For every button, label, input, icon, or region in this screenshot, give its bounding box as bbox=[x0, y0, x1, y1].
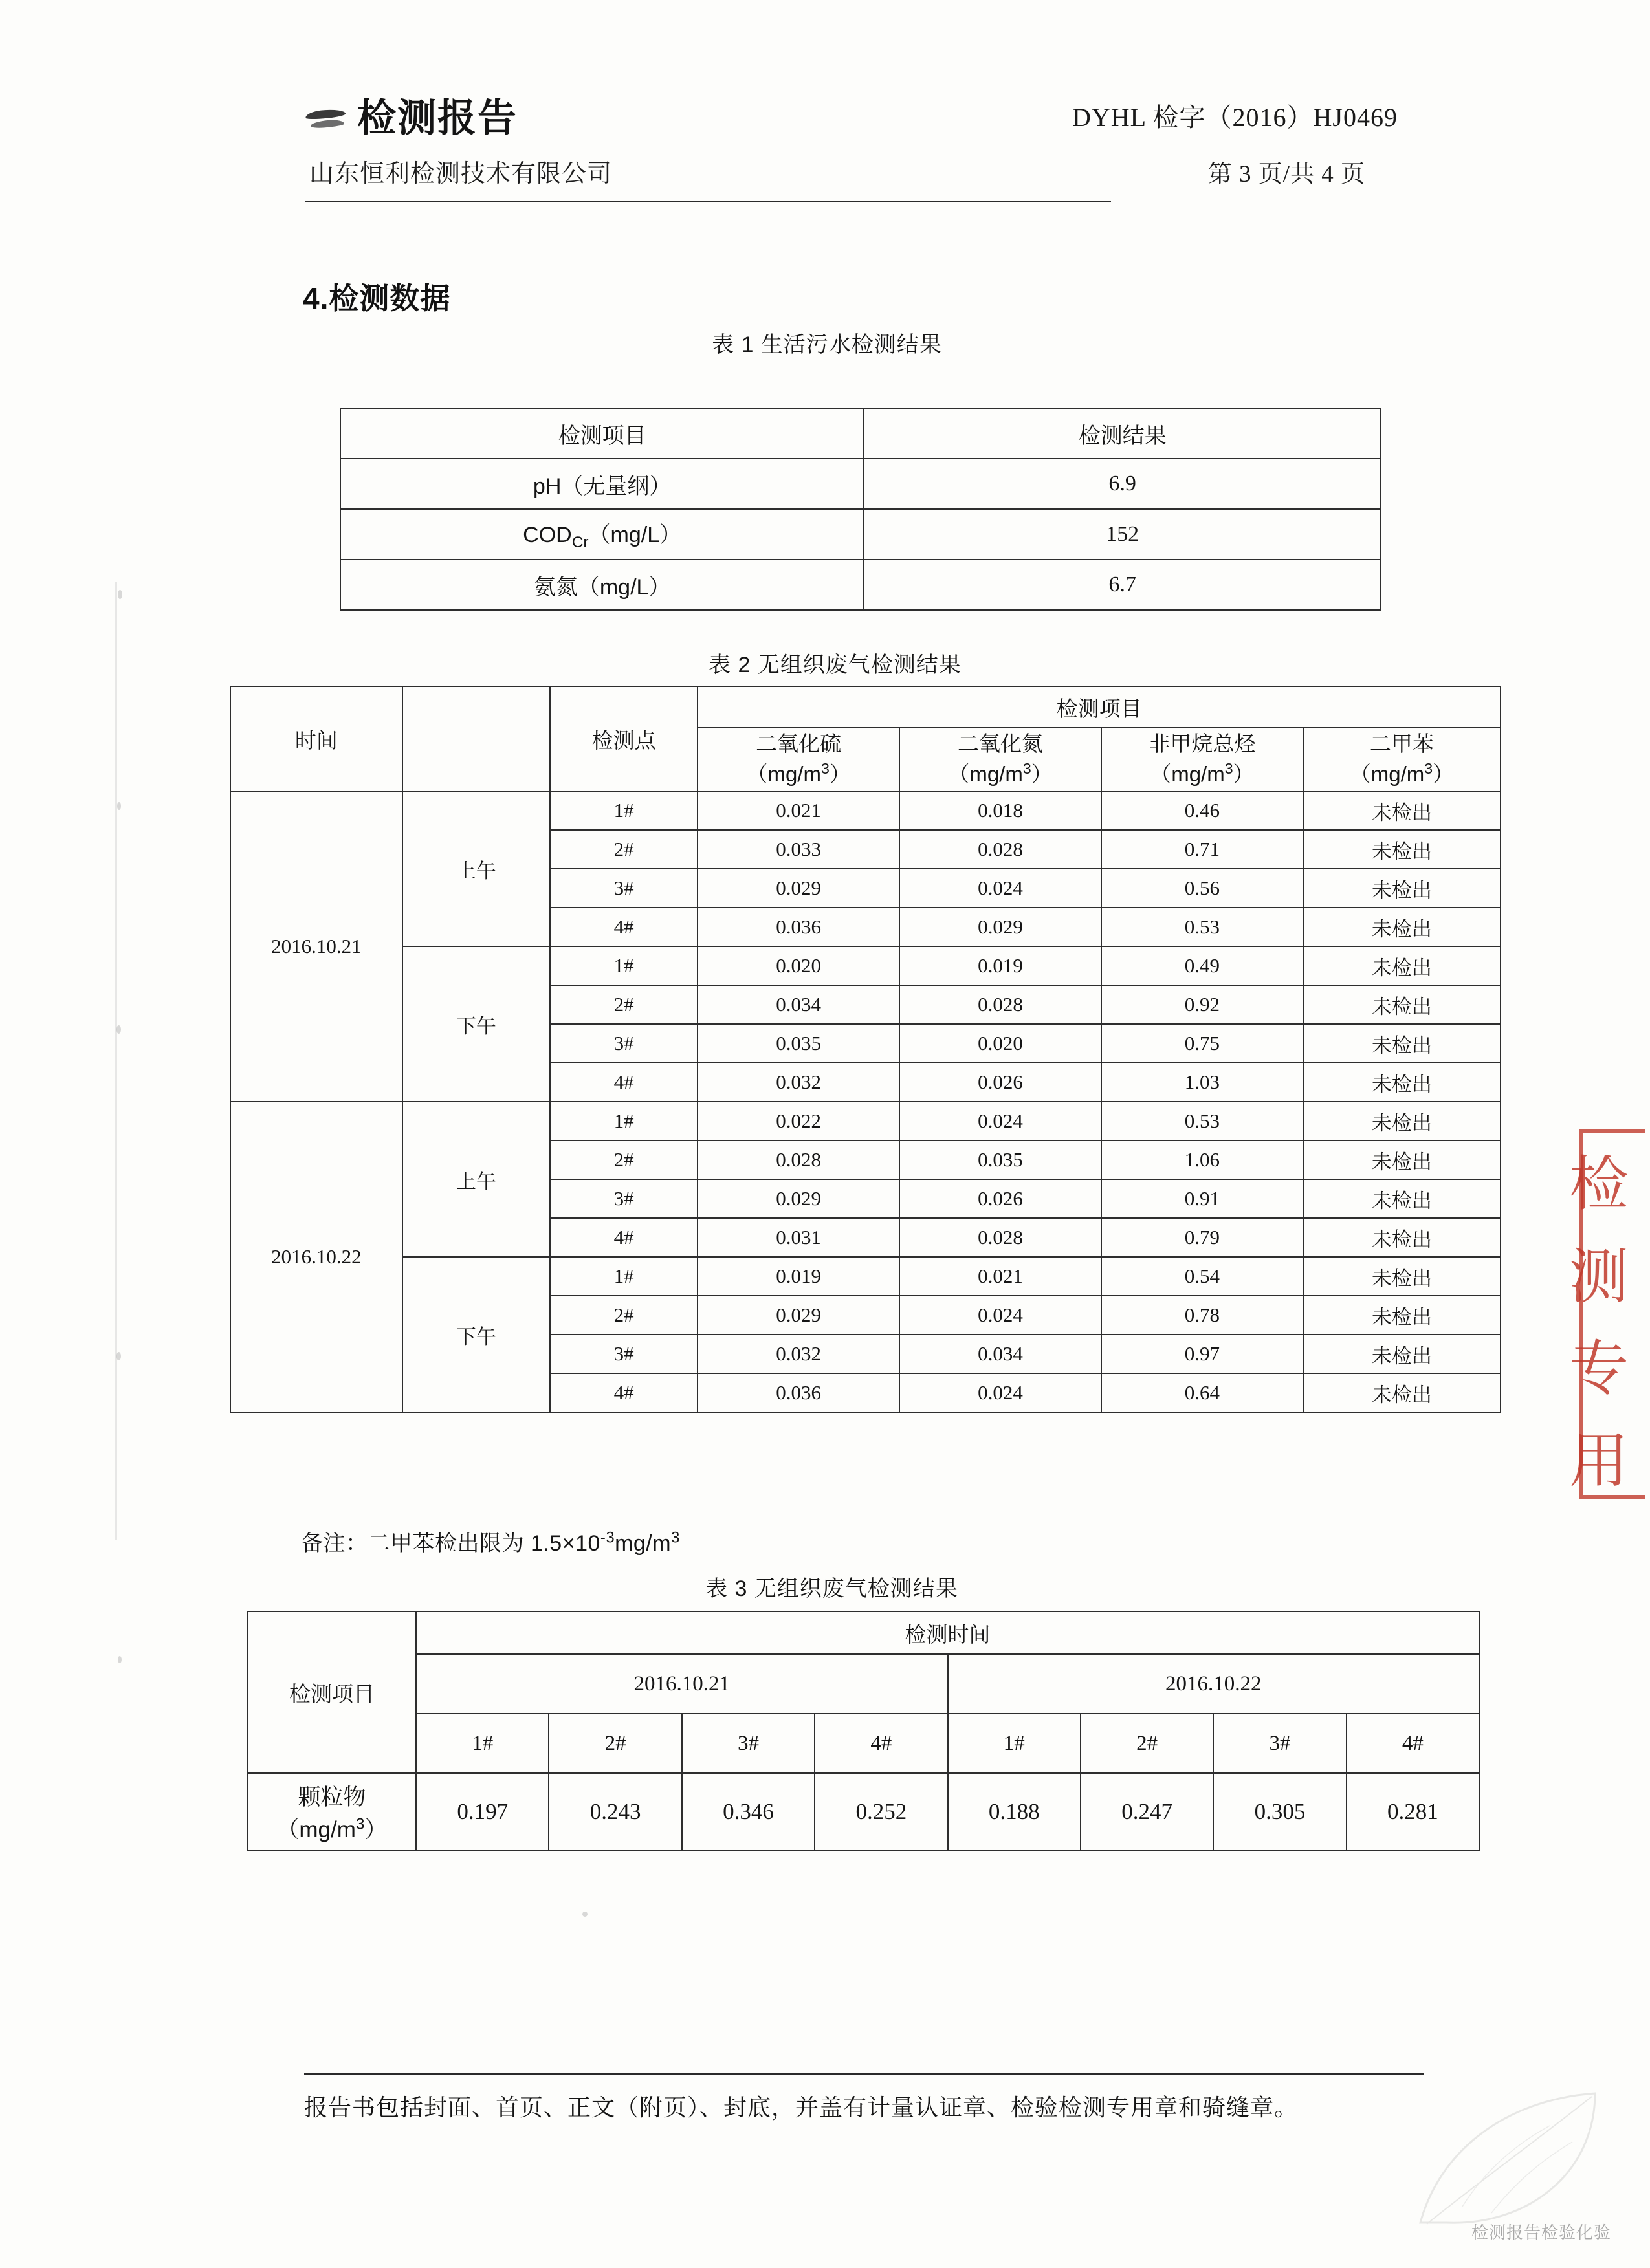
table2-nmhc: 1.03 bbox=[1101, 1063, 1303, 1102]
remark-post: mg/m bbox=[615, 1531, 672, 1556]
param-unit-pre: （mg/m bbox=[948, 762, 1023, 786]
table-row bbox=[230, 791, 1501, 830]
table2-no2: 0.019 bbox=[899, 946, 1101, 985]
table2-period: 上午 bbox=[402, 791, 550, 946]
param-unit-pre: （mg/m bbox=[1150, 762, 1225, 786]
document-header bbox=[304, 97, 1424, 202]
table2-point: 2# bbox=[550, 830, 698, 869]
table3-point: 2# bbox=[1081, 1714, 1213, 1773]
table2-no2: 0.024 bbox=[899, 1373, 1101, 1412]
footer-divider bbox=[304, 2073, 1424, 2075]
table1-item: pH（无量纲） bbox=[340, 459, 864, 509]
table2-so2: 0.019 bbox=[698, 1257, 899, 1296]
param-unit-pre: （mg/m bbox=[746, 762, 821, 786]
table2-xylene: 未检出 bbox=[1303, 1373, 1501, 1412]
row-label-name: 颗粒物 bbox=[298, 1785, 366, 1810]
brand-block bbox=[304, 96, 518, 140]
table2-date: 2016.10.22 bbox=[230, 1102, 402, 1412]
table2-xylene: 未检出 bbox=[1303, 1179, 1501, 1218]
table-row bbox=[340, 408, 1381, 459]
table2-header-xylene bbox=[1303, 728, 1501, 791]
scan-edge-artifact bbox=[115, 582, 117, 1540]
table2-nmhc: 0.53 bbox=[1101, 1102, 1303, 1140]
table2-xylene: 未检出 bbox=[1303, 1063, 1501, 1102]
table2-so2: 0.036 bbox=[698, 1373, 899, 1412]
table2-nmhc: 0.91 bbox=[1101, 1179, 1303, 1218]
table2-so2: 0.029 bbox=[698, 1179, 899, 1218]
table3-value: 0.188 bbox=[948, 1773, 1081, 1851]
table2-so2: 0.036 bbox=[698, 908, 899, 946]
scan-speck bbox=[582, 1912, 588, 1917]
table1-header-result: 检测结果 bbox=[864, 408, 1381, 459]
table2-xylene: 未检出 bbox=[1303, 908, 1501, 946]
table2-xylene: 未检出 bbox=[1303, 1257, 1501, 1296]
remark-sup2: 3 bbox=[671, 1529, 680, 1547]
table2-point: 4# bbox=[550, 1063, 698, 1102]
table3-row-label bbox=[248, 1773, 416, 1851]
table3-point: 3# bbox=[682, 1714, 815, 1773]
section-heading: 4.检测数据 bbox=[303, 281, 451, 315]
table2-period: 上午 bbox=[402, 1102, 550, 1257]
table2-point: 2# bbox=[550, 1140, 698, 1179]
table3-point: 1# bbox=[948, 1714, 1081, 1773]
table3-value: 0.247 bbox=[1081, 1773, 1213, 1851]
scan-speck bbox=[118, 1656, 122, 1663]
header-divider bbox=[305, 201, 1111, 202]
table2-header-no2 bbox=[899, 728, 1101, 791]
table2-so2: 0.022 bbox=[698, 1102, 899, 1140]
table2-nmhc: 0.78 bbox=[1101, 1296, 1303, 1335]
table2-nmhc: 0.71 bbox=[1101, 830, 1303, 869]
table-row bbox=[340, 459, 1381, 509]
footer-note: 报告书包括封面、首页、正文（附页）、封底，并盖有计量认证章、检验检测专用章和骑缝章。 bbox=[304, 2094, 1299, 2121]
cod-label-sub: Cr bbox=[571, 533, 589, 551]
wave-logo-icon bbox=[304, 104, 355, 133]
param-name: 二氧化硫 bbox=[756, 732, 842, 756]
table3-value: 0.281 bbox=[1347, 1773, 1479, 1851]
table2-date: 2016.10.21 bbox=[230, 791, 402, 1102]
table2-no2: 0.026 bbox=[899, 1063, 1101, 1102]
table3-value: 0.305 bbox=[1213, 1773, 1346, 1851]
table2-remark bbox=[301, 1525, 680, 1557]
table2-point: 2# bbox=[550, 1296, 698, 1335]
table2-no2: 0.018 bbox=[899, 791, 1101, 830]
table2-no2: 0.028 bbox=[899, 985, 1101, 1024]
leaf-watermark-icon bbox=[1401, 2074, 1614, 2242]
table3-point: 4# bbox=[1347, 1714, 1479, 1773]
table2-nmhc: 0.64 bbox=[1101, 1373, 1303, 1412]
table2-point: 4# bbox=[550, 908, 698, 946]
table3-point: 4# bbox=[815, 1714, 947, 1773]
table1-header-item: 检测项目 bbox=[340, 408, 864, 459]
table1-caption: 表 1 生活污水检测结果 bbox=[712, 333, 942, 357]
table1-item: 氨氮（mg/L） bbox=[340, 560, 864, 610]
table2-nmhc: 0.79 bbox=[1101, 1218, 1303, 1257]
table3-caption: 表 3 无组织废气检测结果 bbox=[705, 1576, 958, 1601]
param-name: 二甲苯 bbox=[1369, 732, 1434, 756]
table2-xylene: 未检出 bbox=[1303, 830, 1501, 869]
param-unit-post: ） bbox=[829, 762, 851, 786]
remark-pre: 备注：二甲苯检出限为 1.5×10 bbox=[301, 1531, 600, 1556]
table2-header-point: 检测点 bbox=[550, 686, 698, 791]
param-unit-sup: 3 bbox=[1424, 760, 1433, 777]
table3-date: 2016.10.22 bbox=[948, 1654, 1480, 1714]
table2-xylene: 未检出 bbox=[1303, 1335, 1501, 1373]
table2-nmhc: 1.06 bbox=[1101, 1140, 1303, 1179]
table2-so2: 0.020 bbox=[698, 946, 899, 985]
table2-period: 下午 bbox=[402, 1257, 550, 1412]
table3-value: 0.243 bbox=[549, 1773, 681, 1851]
table2-so2: 0.028 bbox=[698, 1140, 899, 1179]
table2-so2: 0.033 bbox=[698, 830, 899, 869]
table2-no2: 0.024 bbox=[899, 1102, 1101, 1140]
param-unit-pre: （mg/m bbox=[1349, 762, 1425, 786]
table2-no2: 0.024 bbox=[899, 1296, 1101, 1335]
table3-point: 1# bbox=[416, 1714, 549, 1773]
param-name: 非甲烷总烃 bbox=[1149, 732, 1256, 756]
table-row bbox=[230, 686, 1501, 728]
table2-point: 1# bbox=[550, 1102, 698, 1140]
row-label-unit-sup: 3 bbox=[355, 1815, 365, 1833]
table2-so2: 0.029 bbox=[698, 869, 899, 908]
param-name: 二氧化氮 bbox=[958, 732, 1043, 756]
table-row bbox=[230, 1257, 1501, 1296]
company-name: 山东恒利检测技术有限公司 bbox=[309, 160, 613, 188]
table-sewage-results bbox=[340, 408, 1381, 611]
table2-point: 2# bbox=[550, 985, 698, 1024]
page-number: 第 3 页/共 4 页 bbox=[1207, 161, 1365, 188]
table2-nmhc: 0.46 bbox=[1101, 791, 1303, 830]
param-unit-post: ） bbox=[1233, 762, 1255, 786]
table2-header-nmhc bbox=[1101, 728, 1303, 791]
table2-so2: 0.031 bbox=[698, 1218, 899, 1257]
document-number: DYHL 检字（2016）HJ0469 bbox=[1072, 103, 1398, 132]
table2-point: 1# bbox=[550, 946, 698, 985]
table2-nmhc: 0.92 bbox=[1101, 985, 1303, 1024]
table2-caption: 表 2 无组织废气检测结果 bbox=[709, 653, 962, 677]
table-row bbox=[248, 1611, 1479, 1654]
table2-no2: 0.029 bbox=[899, 908, 1101, 946]
table2-point: 3# bbox=[550, 1335, 698, 1373]
param-unit-post: ） bbox=[1433, 762, 1455, 786]
table-particulate-results bbox=[247, 1611, 1480, 1851]
table2-no2: 0.028 bbox=[899, 1218, 1101, 1257]
table2-nmhc: 0.53 bbox=[1101, 908, 1303, 946]
table2-header-so2 bbox=[698, 728, 899, 791]
table2-no2: 0.034 bbox=[899, 1335, 1101, 1373]
table2-xylene: 未检出 bbox=[1303, 1296, 1501, 1335]
table2-point: 3# bbox=[550, 1024, 698, 1063]
table3-value: 0.252 bbox=[815, 1773, 947, 1851]
scan-speck bbox=[116, 1025, 121, 1034]
table3-date: 2016.10.21 bbox=[416, 1654, 948, 1714]
table-row bbox=[248, 1773, 1479, 1851]
table2-no2: 0.026 bbox=[899, 1179, 1101, 1218]
table2-period: 下午 bbox=[402, 946, 550, 1102]
row-label-unit-post: ） bbox=[364, 1817, 388, 1842]
table2-xylene: 未检出 bbox=[1303, 1140, 1501, 1179]
table2-so2: 0.035 bbox=[698, 1024, 899, 1063]
table2-no2: 0.020 bbox=[899, 1024, 1101, 1063]
table2-xylene: 未检出 bbox=[1303, 1102, 1501, 1140]
table2-so2: 0.029 bbox=[698, 1296, 899, 1335]
table2-xylene: 未检出 bbox=[1303, 946, 1501, 985]
param-unit-sup: 3 bbox=[1224, 760, 1233, 777]
table2-nmhc: 0.75 bbox=[1101, 1024, 1303, 1063]
table3-point: 2# bbox=[549, 1714, 681, 1773]
table1-value: 6.9 bbox=[864, 459, 1381, 509]
row-label-unit-pre: （mg/m bbox=[276, 1817, 356, 1842]
table2-so2: 0.021 bbox=[698, 791, 899, 830]
table2-nmhc: 0.56 bbox=[1101, 869, 1303, 908]
table2-xylene: 未检出 bbox=[1303, 869, 1501, 908]
table3-value: 0.197 bbox=[416, 1773, 549, 1851]
table2-nmhc: 0.54 bbox=[1101, 1257, 1303, 1296]
table1-value: 152 bbox=[864, 509, 1381, 560]
table2-no2: 0.035 bbox=[899, 1140, 1101, 1179]
table1-value: 6.7 bbox=[864, 560, 1381, 610]
table3-header-time: 检测时间 bbox=[416, 1611, 1479, 1654]
table2-xylene: 未检出 bbox=[1303, 985, 1501, 1024]
table-row bbox=[248, 1654, 1479, 1714]
table-fugitive-emissions bbox=[230, 686, 1501, 1413]
table-row bbox=[340, 509, 1381, 560]
table2-no2: 0.024 bbox=[899, 869, 1101, 908]
table2-nmhc: 0.49 bbox=[1101, 946, 1303, 985]
table2-so2: 0.034 bbox=[698, 985, 899, 1024]
page-title: 检测报告 bbox=[357, 96, 518, 140]
table2-nmhc: 0.97 bbox=[1101, 1335, 1303, 1373]
table3-point: 3# bbox=[1213, 1714, 1346, 1773]
table2-header-time: 时间 bbox=[230, 686, 402, 791]
table1-item bbox=[340, 509, 864, 560]
table2-so2: 0.032 bbox=[698, 1063, 899, 1102]
table3-header-item: 检测项目 bbox=[248, 1611, 416, 1773]
param-unit-post: ） bbox=[1031, 762, 1053, 786]
table2-header-group: 检测项目 bbox=[698, 686, 1501, 728]
table2-xylene: 未检出 bbox=[1303, 791, 1501, 830]
table2-point: 1# bbox=[550, 791, 698, 830]
table2-point: 1# bbox=[550, 1257, 698, 1296]
red-seal-stamp: 检测专用 bbox=[1568, 1151, 1630, 1494]
table-row bbox=[248, 1714, 1479, 1773]
param-unit-sup: 3 bbox=[820, 760, 830, 777]
table2-point: 4# bbox=[550, 1218, 698, 1257]
scan-speck bbox=[117, 802, 121, 810]
table2-so2: 0.032 bbox=[698, 1335, 899, 1373]
scan-speck bbox=[118, 590, 122, 599]
table-row bbox=[340, 560, 1381, 610]
watermark-label: 检测报告检验化验 bbox=[1471, 2223, 1611, 2242]
cod-label-pre: COD bbox=[523, 523, 572, 548]
table-row bbox=[230, 1102, 1501, 1140]
table2-xylene: 未检出 bbox=[1303, 1218, 1501, 1257]
remark-sup: -3 bbox=[600, 1529, 615, 1547]
table2-point: 4# bbox=[550, 1373, 698, 1412]
table2-xylene: 未检出 bbox=[1303, 1024, 1501, 1063]
cod-label-post: （mg/L） bbox=[588, 523, 682, 548]
table2-no2: 0.028 bbox=[899, 830, 1101, 869]
table3-value: 0.346 bbox=[682, 1773, 815, 1851]
table2-point: 3# bbox=[550, 869, 698, 908]
param-unit-sup: 3 bbox=[1022, 760, 1031, 777]
scan-speck bbox=[116, 1352, 121, 1360]
table2-no2: 0.021 bbox=[899, 1257, 1101, 1296]
table2-point: 3# bbox=[550, 1179, 698, 1218]
table-row bbox=[230, 946, 1501, 985]
